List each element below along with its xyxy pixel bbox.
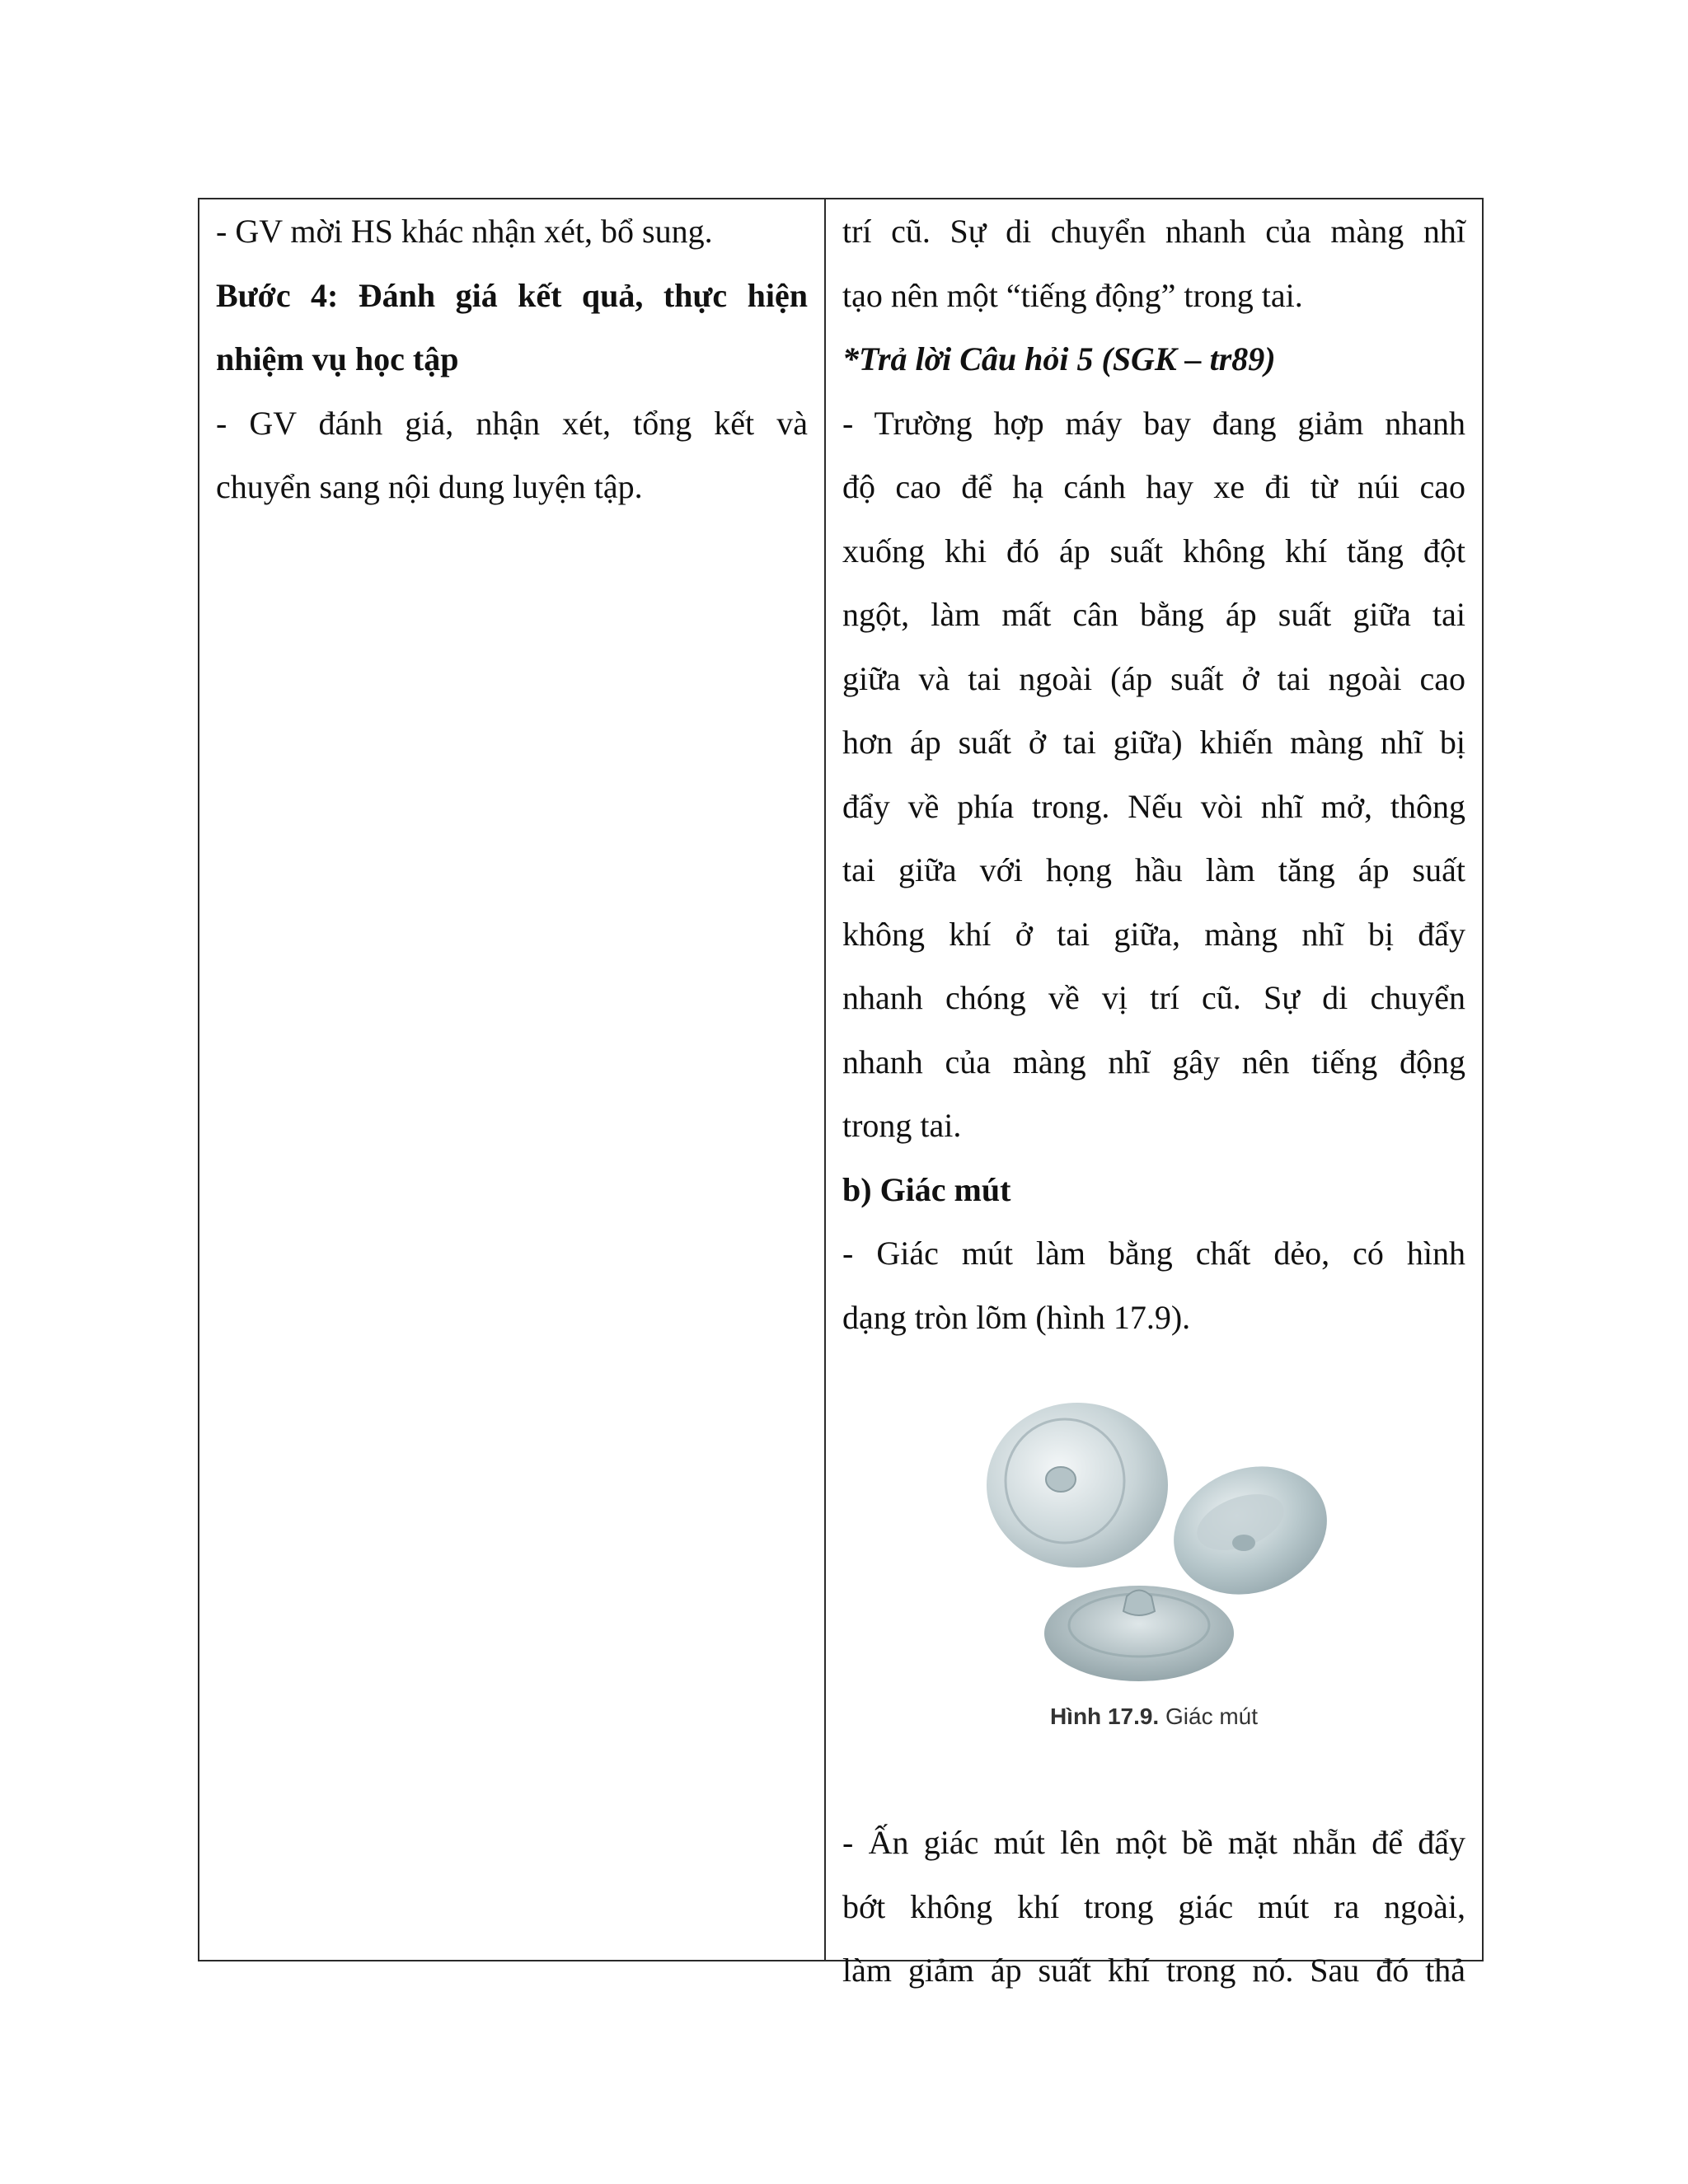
text-line: làm giảm áp suất khí trong nó. Sau đó thả — [842, 1952, 1465, 1989]
figure-suction-cups — [842, 1349, 1465, 1811]
suction-cups-illustration — [978, 1399, 1333, 1687]
text-line: trong tai. — [842, 1107, 962, 1144]
text-line: - GV mời HS khác nhận xét, bổ sung. — [216, 213, 713, 250]
text-line: nhanh của màng nhĩ gây nên tiếng động — [842, 1043, 1465, 1080]
figure-caption-text: Giác mút — [1165, 1704, 1259, 1729]
text-line: đẩy về phía trong. Nếu vòi nhĩ mở, thông — [842, 787, 1465, 825]
content-table — [198, 198, 1484, 1989]
text-line: tạo nên một “tiếng động” trong tai. — [842, 276, 1303, 314]
text-line: ngột, làm mất cân bằng áp suất giữa tai — [842, 596, 1465, 633]
text-line: độ cao để hạ cánh hay xe đi từ núi cao — [842, 468, 1465, 505]
text-line: giữa và tai ngoài (áp suất ở tai ngoài cao — [842, 659, 1465, 697]
text-line: - GV đánh giá, nhận xét, tổng kết và — [216, 404, 808, 442]
text-line: hơn áp suất ở tai giữa) khiến màng nhĩ bị — [842, 724, 1465, 761]
text-line: - Ấn giác mút lên một bề mặt nhẵn để đẩy — [842, 1824, 1465, 1861]
text-line: chuyển sang nội dung luyện tập. — [216, 468, 643, 505]
step-heading: Bước 4: Đánh giá kết quả, thực hiện — [216, 276, 808, 314]
text-line: bớt không khí trong giác mút ra ngoài, — [842, 1887, 1465, 1925]
text-line: dạng tròn lõm (hình 17.9). — [842, 1298, 1191, 1336]
table-column-left — [199, 199, 826, 1960]
text-line: - Trường hợp máy bay đang giảm nhanh — [842, 404, 1465, 442]
text-line: nhanh chóng về vị trí cũ. Sự di chuyển — [842, 979, 1465, 1016]
text-line: tai giữa với họng hầu làm tăng áp suất — [842, 851, 1465, 888]
section-heading: b) Giác mút — [842, 1170, 1011, 1208]
text-line: xuống khi đó áp suất không khí tăng đột — [842, 532, 1465, 569]
figure-caption — [842, 1704, 1465, 1730]
figure-caption-number: Hình 17.9. — [1049, 1704, 1160, 1729]
text-line: - Giác mút làm bằng chất dẻo, có hình — [842, 1235, 1465, 1272]
step-heading-continued: nhiệm vụ học tập — [216, 340, 459, 377]
text-line: không khí ở tai giữa, màng nhĩ bị đẩy — [842, 915, 1465, 953]
text-line: trí cũ. Sự di chuyển nhanh của màng nhĩ — [842, 213, 1465, 250]
table-column-right — [826, 199, 1482, 1989]
question-heading: *Trả lời Câu hỏi 5 (SGK – tr89) — [842, 340, 1276, 377]
